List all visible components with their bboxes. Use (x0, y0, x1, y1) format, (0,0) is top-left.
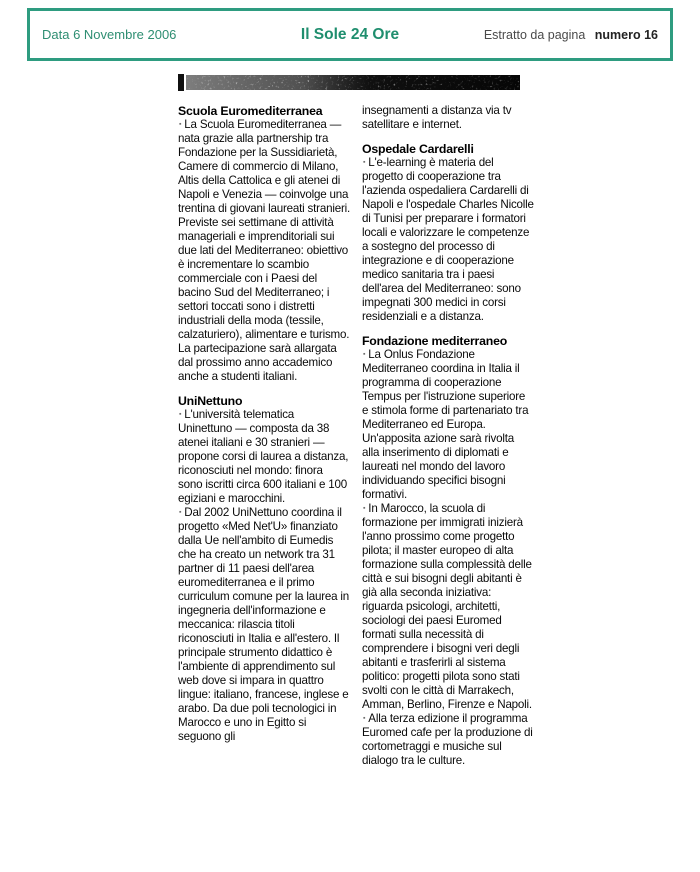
paragraph-bullet-icon: ▪ (179, 121, 182, 128)
article-column-right (362, 104, 534, 768)
extract-date: Data 6 Novembre 2006 (42, 27, 177, 42)
paragraph-bullet-icon: ▪ (363, 351, 366, 358)
extract-header-bar (27, 8, 673, 61)
paragraph-text: insegnamenti a distanza via tv satellitare e internet. (362, 104, 512, 131)
paragraph (362, 156, 534, 324)
paragraph (178, 118, 350, 384)
paragraph (178, 408, 350, 506)
paragraph-text: La Onlus Fondazione Mediterraneo coordina in Italia il programma di cooperazione Tempus per l'istruzione superiore e stimola forme di partenariato tra Mediterraneo ed Europa. Un'apposita azione sarà rivolta alla inserimento di diplomati e laureati nel mondo del lavoro individuando specifici bisogni formativi. (362, 348, 529, 501)
scanned-headline-band (178, 74, 520, 91)
paragraph (362, 502, 534, 712)
paragraph-text: In Marocco, la scuola di formazione per immigrati inizierà l'anno prossimo come progetto pilota; il master europeo di alta formazione sulla complessità delle città e sui bisogni degli abitanti è già alla seconda iniziativa: riguarda psicologi, architetti, sociologi dei paesi Euromed formati sulla necessità di comprendere i bisogni veri degli abitanti e trasferirli al sistema politico: progetti pilota sono stati svolti con le città di Marrakech, Amman, Berlino, Firenze e Napoli. (362, 502, 532, 711)
section-heading-uninettuno: UniNettuno (178, 394, 243, 408)
paragraph-continuation (362, 104, 534, 132)
paragraph-text: L'università telematica Uninettuno — composta da 38 atenei italiani e 30 stranieri — propone corsi di laurea a distanza, riconosciuti nel mondo: finora sono iscritti circa 600 italiani e 100 egiziani e marocchini. (178, 408, 349, 505)
extract-page-number: numero 16 (594, 27, 658, 42)
paragraph-bullet-icon: ▪ (179, 411, 182, 418)
extract-page-label: Estratto da pagina (483, 27, 586, 42)
paragraph-bullet-icon: ▪ (363, 505, 366, 512)
paragraph-text: Dal 2002 UniNettuno coordina il progetto «Med Net'U» finanziato dalla Ue nell'ambito di Eumedis che ha creato un network tra 31 partner di 11 paesi dell'area euromediterranea e il primo curriculum comune per la laurea in ingegneria dell'informazione e meccanica: rilascia titoli riconosciuti in Italia e all'estero. Il principale strumento didattico è l'ambiente di apprendimento sul web dove si impara in quattro lingue: italiano, francese, inglese e arabo. Da due poli tecnologici in Marocco e uno in Egitto si seguono gli (178, 506, 350, 743)
article-column-left (178, 104, 350, 768)
paragraph-bullet-icon: ▪ (363, 715, 366, 722)
paragraph (362, 348, 534, 502)
section-heading-scuola-euromediterranea: Scuola Euromediterranea (178, 104, 323, 118)
section-heading-fondazione-mediterraneo: Fondazione mediterraneo (362, 334, 508, 348)
paragraph (178, 506, 350, 744)
publication-title: Il Sole 24 Ore (300, 25, 400, 43)
article-body (178, 104, 534, 768)
paragraph-text: La Scuola Euromediterranea — nata grazie alla partnership tra Fondazione per la Sussidiarietà, Camere di commercio di Milano, Altis della Cattolica e gli atenei di Napoli e Venezia — coinvolge una trentina di giovani laureati stranieri. Previste sei settimane di attività manageriali e imprenditoriali sui due lati del Mediterraneo: obiettivo è incrementare lo scambio commerciale con i Paesi del bacino Sud del Mediterraneo; i settori toccati sono i distretti industriali della moda (tessile, calzaturiero), alimentare e turismo. La partecipazione sarà allargata dal prossimo anno accademico anche a studenti italiani. (178, 118, 350, 383)
paragraph (362, 712, 534, 768)
paragraph-text: L'e-learning è materia del progetto di cooperazione tra l'azienda ospedaliera Cardarelli di Napoli e l'ospedale Charles Nicolle di Tunisi per preparare i formatori locali e valorizzare le competenze a sostegno del processo di integrazione e di cooperazione medico sanitaria tra i paesi dell'area del Mediterraneo: sono impegnati 300 medici in corsi residenziali e a distanza. (362, 156, 534, 323)
extract-page-info (443, 28, 658, 42)
paragraph-bullet-icon: ▪ (179, 509, 182, 516)
section-heading-ospedale-cardarelli: Ospedale Cardarelli (362, 142, 474, 156)
paragraph-bullet-icon: ▪ (363, 159, 366, 166)
paragraph-text: Alla terza edizione il programma Euromed cafe per la produzione di cortometraggi e musiche sul dialogo tra le culture. (362, 712, 533, 767)
